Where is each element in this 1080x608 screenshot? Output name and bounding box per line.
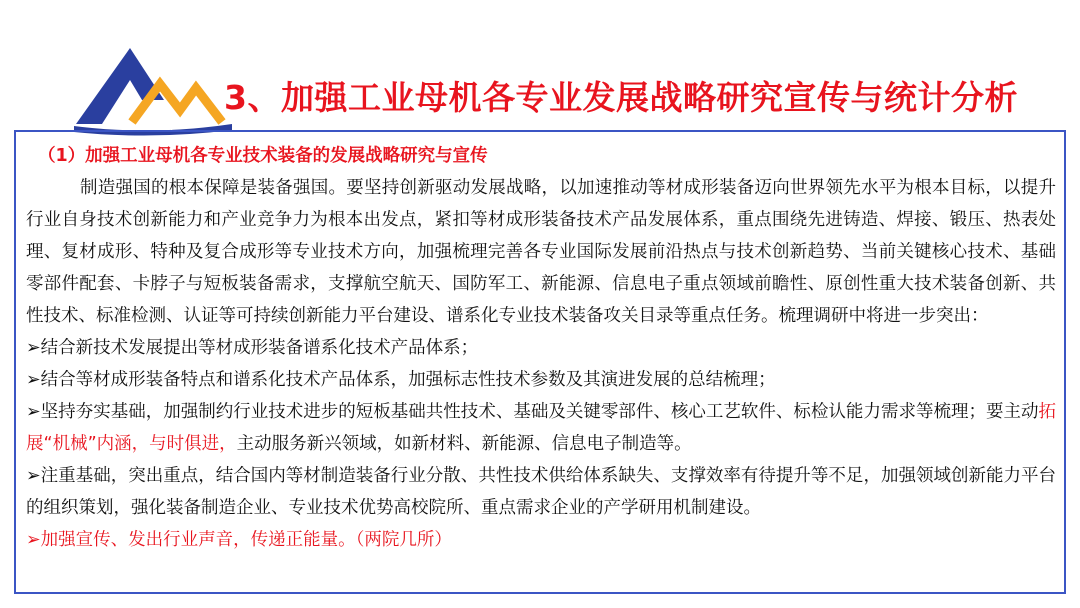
section-subtitle: （1）加强工业母机各专业技术装备的发展战略研究与宣传 (38, 146, 488, 166)
bullet-item-5 (26, 524, 1056, 556)
bullet-text: 结合等材成形装备特点和谱系化技术产品体系，加强标志性技术参数及其演进发展的总结梳理； (40, 370, 776, 390)
bullet-text: 加强宣传、发出行业声音，传递正能量。（两院几所） (40, 530, 452, 550)
logo-blue-triangle (76, 48, 164, 124)
cam-logo (72, 40, 242, 136)
section-body (26, 172, 1056, 556)
bullet-text-b: 主动服务新兴领域，如新材料、新能源、信息电子制造等。 (236, 434, 692, 454)
bullet-text: 结合新技术发展提出等材成形装备谱系化技术产品体系； (40, 338, 479, 358)
page-title: 3、加强工业母机各专业发展战略研究宣传与统计分析 (224, 78, 1018, 117)
logo-text: CAM (148, 123, 174, 135)
bullet-text-a: 坚持夯实基础，加强制约行业技术进步的短板基础共性技术、基础及关键零部件、核心工艺软件、标检认能力需求等梳理；要主动 (40, 402, 1039, 422)
bullet-arrow-icon: ➢ (26, 338, 41, 358)
bullet-item-2 (26, 364, 1056, 396)
bullet-item-1 (26, 332, 1056, 364)
bullet-arrow-icon: ➢ (26, 530, 41, 550)
bullet-text: 注重基础，突出重点，结合国内等材制造装备行业分散、共性技术供给体系缺失、支撑效率有待提升等不足，加强领域创新能力平台的组织策划，强化装备制造企业、专业技术优势高校院所、重点需求企业的产学研用机制建设。 (26, 466, 1056, 518)
bullet-arrow-icon: ➢ (26, 370, 41, 390)
cam-logo-icon (72, 40, 242, 136)
bullet-item-4 (26, 460, 1056, 524)
bullet-item-3 (26, 396, 1056, 460)
intro-paragraph: 制造强国的根本保障是装备强国。要坚持创新驱动发展战略，以加速推动等材成形装备迈向世界领先水平为根本目标，以提升行业自身技术创新能力和产业竞争力为根本出发点，紧扣等材成形装备技术产品发展体系，重点围绕先进铸造、焊接、锻压、热表处理、复材成形、特种及复合成形等专业技术方向，加强梳理完善各专业国际发展前沿热点与技术创新趋势、当前关键核心技术、基础零部件配套、卡脖子与短板装备需求，支撑航空航天、国防军工、新能源、信息电子重点领域前瞻性、原创性重大技术装备创新、共性技术、标准检测、认证等可持续创新能力平台建设、谱系化专业技术装备攻关目录等重点任务。梳理调研中将进一步突出： (26, 178, 1056, 326)
bullet-text-highlight: 拓展“机械”内涵，与时俱进， (26, 402, 1056, 454)
bullet-arrow-icon: ➢ (26, 466, 41, 486)
content-box (14, 130, 1066, 594)
bullet-arrow-icon: ➢ (26, 402, 41, 422)
